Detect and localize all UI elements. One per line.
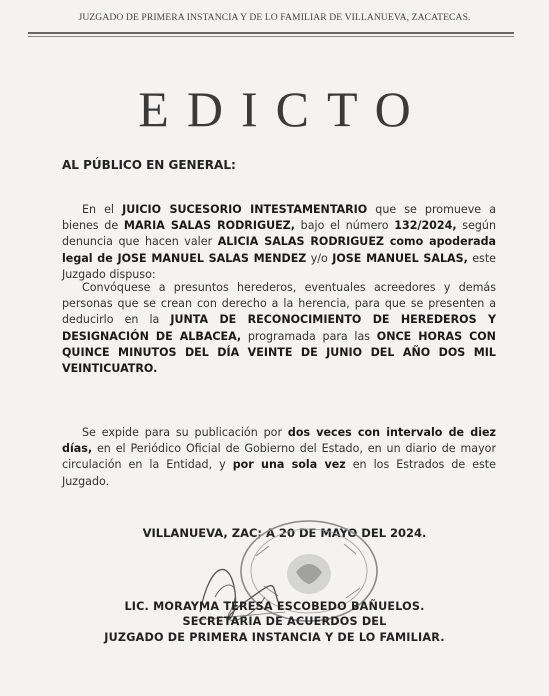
document-title: EDICTO bbox=[138, 81, 429, 137]
header-rule bbox=[28, 32, 514, 34]
signatory-position: SECRETARIA DE ACUERDOS DEL bbox=[182, 615, 387, 628]
court-header: JUZGADO DE PRIMERA INSTANCIA Y DE LO FAMILIAR DE VILLANUEVA, ZACATECAS. bbox=[78, 12, 471, 23]
place-date: VILLANUEVA, ZAC; A 20 DE MAYO DEL 2024. bbox=[142, 526, 427, 540]
header-rule-thin bbox=[28, 36, 514, 37]
paragraph-case: En el JUICIO SUCESORIO INTESTAMENTARIO que se promueve a bienes de MARIA SALAS RODRIGUEZ, bajo el número 132/2024, según denuncia que hacen valer ALICIA SALAS RODRIGUEZ como apoderada legal de JOSE MANUEL SALAS MENDEZ y/o JOSE MANUEL SALAS, este Juzgado dispuso: bbox=[62, 203, 497, 281]
paragraph-convocation: Convóquese a presuntos herederos, eventuales acreedores y demás personas que se crean con derecho a la herencia, para que se presenten a deducirlo en la JUNTA DE RECONOCIMIENTO DE HEREDEROS Y DESIGNACIÓN DE ALBACEA, programada para las ONCE HORAS CON QUINCE MINUTOS DEL DÍA VEINTE DE JUNIO DEL AÑO DOS MIL VEINTICUATRO. bbox=[62, 281, 496, 376]
salutation: AL PÚBLICO EN GENERAL: bbox=[62, 158, 236, 172]
signatory-name: LIC. MORAYMA TERESA ESCOBEDO BAÑUELOS. bbox=[124, 600, 425, 613]
signatory-court: JUZGADO DE PRIMERA INSTANCIA Y DE LO FAMILIAR. bbox=[104, 631, 445, 644]
paragraph-publication: Se expide para su publicación por dos veces con intervalo de diez días, en el Periódico Oficial de Gobierno del Estado, en un diario de mayor circulación en la Entidad, y por una sola vez en los Estrados de este Juzgado. bbox=[62, 426, 496, 488]
